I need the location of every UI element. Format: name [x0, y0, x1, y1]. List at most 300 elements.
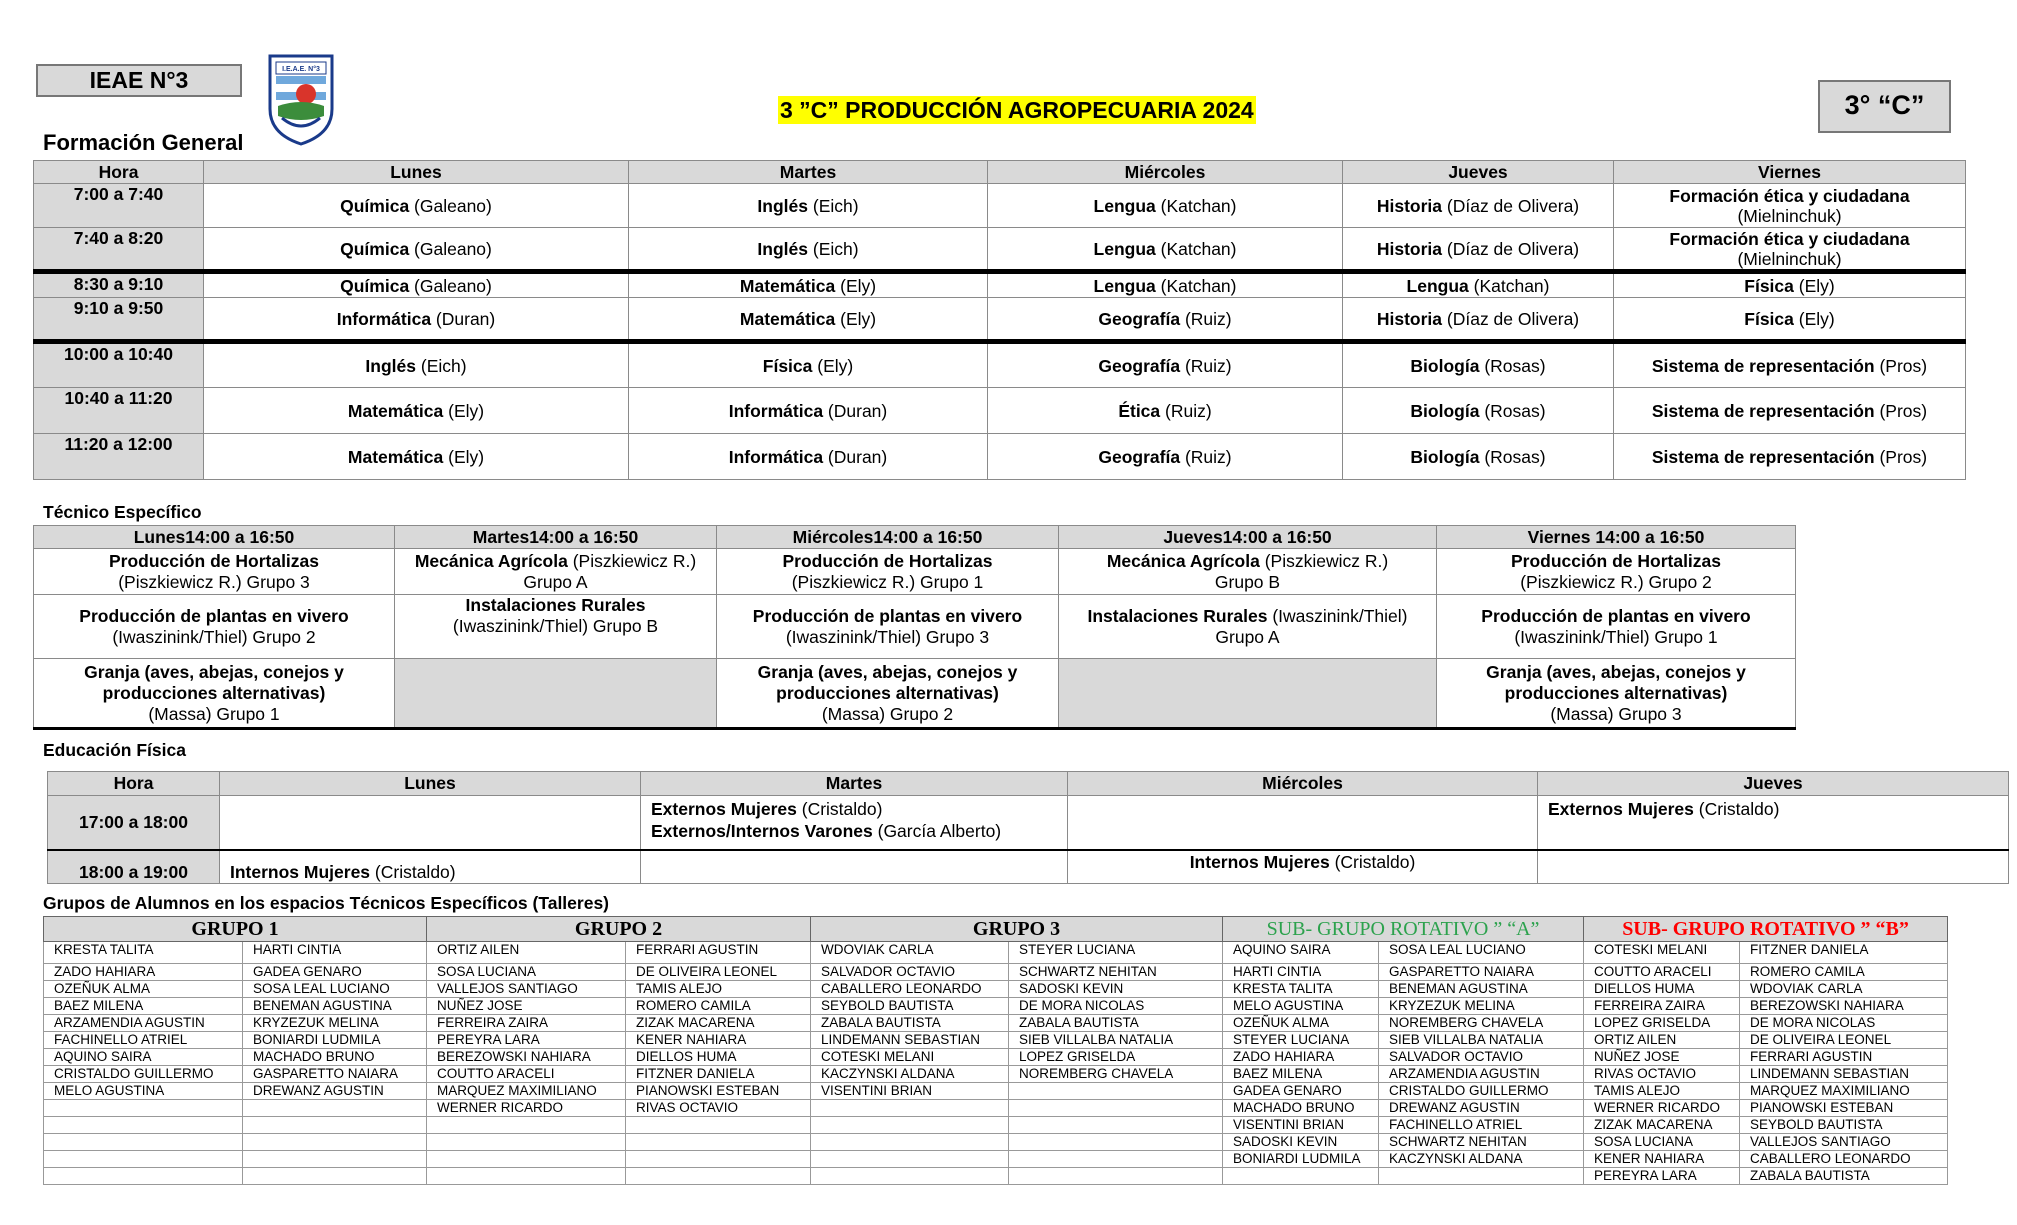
grade-box [1818, 80, 1951, 133]
column-header: Martes [641, 772, 1068, 796]
subject-name: Externos/Internos Varones [651, 821, 873, 841]
student-name: SIEB VILLALBA NATALIA [1009, 1032, 1223, 1049]
student-name [427, 1117, 626, 1134]
schedule-cell [1614, 228, 1966, 272]
student-name: OZEÑUK ALMA [44, 981, 243, 998]
student-name: KRESTA TALITA [1223, 981, 1379, 998]
student-name: FERREIRA ZAIRA [1584, 998, 1740, 1015]
workshop-cell [34, 549, 395, 595]
subject-name: Historia [1376, 238, 1443, 259]
student-name [811, 1117, 1009, 1134]
student-name [1009, 1168, 1223, 1185]
teacher-name: (Pros) [1874, 400, 1928, 421]
student-name [44, 1134, 243, 1151]
table-row [48, 796, 2009, 850]
subject-name: Ética [1118, 400, 1161, 421]
teacher-name: (Rosas) [1479, 446, 1546, 467]
time-cell: 8:30 a 9:10 [34, 272, 204, 298]
subject-name: Internos Mujeres [1189, 851, 1330, 872]
student-name [811, 1168, 1009, 1185]
schedule-cell [629, 388, 988, 434]
subject-name: Sistema de representación [1651, 355, 1875, 376]
student-name: AQUINO SAIRA [44, 1049, 243, 1066]
teacher-name: (Piszkiewicz R.) Grupo 3 [118, 571, 310, 592]
column-header: Viernes 14:00 a 16:50 [1437, 526, 1796, 549]
table-row [44, 1100, 1948, 1117]
teacher-name: (Massa) Grupo 1 [148, 703, 280, 724]
teacher-name: (Katchan) [1155, 195, 1237, 216]
student-name: KACZYNSKI ALDANA [1379, 1151, 1584, 1168]
schedule-cell [1068, 796, 1538, 850]
teacher-name: (Cristaldo) [1693, 799, 1780, 819]
student-name: SIEB VILLALBA NATALIA [1379, 1032, 1584, 1049]
student-name [44, 1168, 243, 1185]
student-name: MACHADO BRUNO [243, 1049, 427, 1066]
schedule-cell [988, 298, 1343, 342]
student-name: GASPARETTO NAIARA [1379, 964, 1584, 981]
student-name [243, 1117, 427, 1134]
student-name [427, 1168, 626, 1185]
student-name: GADEA GENARO [1223, 1083, 1379, 1100]
subject-name: Biología [1410, 400, 1480, 421]
student-name: FACHINELLO ATRIEL [1379, 1117, 1584, 1134]
student-name: BEREZOWSKI NAHIARA [427, 1049, 626, 1066]
schedule-cell [204, 184, 629, 228]
teacher-name: (Pros) [1874, 446, 1928, 467]
student-name: SADOSKI KEVIN [1009, 981, 1223, 998]
time-cell: 18:00 a 19:00 [48, 850, 220, 884]
teacher-name: (Ely) [1793, 308, 1835, 329]
schedule-cell [1614, 434, 1966, 480]
subgroup-b-label: SUB- GRUPO ROTATIVO ” “B” [1622, 917, 1909, 940]
teacher-name: (Katchan) [1155, 238, 1237, 259]
student-name: ARZAMENDIA AGUSTIN [44, 1015, 243, 1032]
student-name [626, 1117, 811, 1134]
student-name: SOSA LEAL LUCIANO [243, 981, 427, 998]
student-name: ZIZAK MACARENA [626, 1015, 811, 1032]
workshop-name: Producción de plantas en vivero [79, 605, 349, 626]
table-row [44, 1066, 1948, 1083]
student-name [243, 1151, 427, 1168]
student-name [811, 1134, 1009, 1151]
table-row [44, 1134, 1948, 1151]
time-cell: 11:20 a 12:00 [34, 434, 204, 480]
student-name: ZADO HAHIARA [1223, 1049, 1379, 1066]
student-name: NUÑEZ JOSE [427, 998, 626, 1015]
column-header: Martes [629, 161, 988, 184]
student-name: DE OLIVEIRA LEONEL [626, 964, 811, 981]
student-name: MELO AGUSTINA [1223, 998, 1379, 1015]
teacher-name: (Ely) [443, 400, 485, 421]
table-row [34, 659, 1796, 729]
column-header: Lunes [204, 161, 629, 184]
schedule-cell [1614, 342, 1966, 388]
teacher-name: (Ruiz) [1160, 400, 1212, 421]
student-name: PIANOWSKI ESTEBAN [626, 1083, 811, 1100]
teacher-name: (Iwaszinink/Thiel) Grupo 1 [1514, 626, 1718, 647]
student-name: SALVADOR OCTAVIO [811, 964, 1009, 981]
group-header [44, 917, 427, 942]
teacher-name: (Ely) [812, 355, 854, 376]
schedule-cell [1614, 272, 1966, 298]
subject-name: Química [340, 195, 410, 216]
student-name: SOSA LUCIANA [427, 964, 626, 981]
time-cell: 10:00 a 10:40 [34, 342, 204, 388]
schedule-cell [629, 434, 988, 480]
table-header-row [48, 772, 2009, 796]
student-name [626, 1151, 811, 1168]
workshop-name: Granja (aves, abejas, conejos y producciones alternativas) [84, 661, 344, 703]
schedule-cell [1614, 184, 1966, 228]
workshop-cell [395, 549, 717, 595]
tecnico-especifico-table [33, 525, 1796, 730]
student-name: TAMIS ALEJO [1584, 1083, 1740, 1100]
column-header: Miércoles14:00 a 16:50 [717, 526, 1059, 549]
teacher-name: (Eich) [808, 195, 859, 216]
student-name: NOREMBERG CHAVELA [1009, 1066, 1223, 1083]
student-name: DIELLOS HUMA [1584, 981, 1740, 998]
formacion-general-table [33, 160, 1966, 480]
subject-name: Sistema de representación [1651, 446, 1875, 467]
student-name: VALLEJOS SANTIAGO [427, 981, 626, 998]
teacher-name: (Cristaldo) [1329, 851, 1416, 872]
subject-name: Lengua [1093, 195, 1156, 216]
table-row [48, 850, 2009, 884]
group-header [1223, 917, 1584, 942]
teacher-name: (Galeano) [409, 275, 492, 296]
student-name: STEYER LUCIANA [1009, 942, 1223, 964]
student-name [427, 1134, 626, 1151]
table-header-row [44, 917, 1948, 942]
teacher-name: (Piszkiewicz R.) [567, 550, 697, 571]
teacher-name: (Díaz de Olivera) [1442, 238, 1580, 259]
teacher-name: (Iwaszinink/Thiel) [1267, 605, 1408, 626]
student-name: MELO AGUSTINA [44, 1083, 243, 1100]
student-name: SEYBOLD BAUTISTA [1740, 1117, 1948, 1134]
student-name: PIANOWSKI ESTEBAN [1740, 1100, 1948, 1117]
student-name: ZIZAK MACARENA [1584, 1117, 1740, 1134]
student-name: ROMERO CAMILA [626, 998, 811, 1015]
schedule-cell [1614, 298, 1966, 342]
time-cell: 7:40 a 8:20 [34, 228, 204, 272]
subject-name: Inglés [757, 195, 808, 216]
column-header: Miércoles [988, 161, 1343, 184]
group-2-label: GRUPO 2 [574, 917, 663, 940]
teacher-name: (Ely) [835, 308, 877, 329]
teacher-name: (Cristaldo) [796, 799, 883, 819]
schedule-cell [204, 388, 629, 434]
student-name: FITZNER DANIELA [626, 1066, 811, 1083]
student-name: STEYER LUCIANA [1223, 1032, 1379, 1049]
grupos-table [43, 916, 1948, 1185]
table-row [34, 434, 1966, 480]
student-name: HARTI CINTIA [1223, 964, 1379, 981]
student-name: BAEZ MILENA [1223, 1066, 1379, 1083]
teacher-name: (Duran) [431, 308, 496, 329]
subject-name: Externos Mujeres [651, 799, 797, 819]
section-tecnico-especifico: Técnico Específico [43, 502, 202, 522]
student-name: COTESKI MELANI [811, 1049, 1009, 1066]
workshop-name: Producción de plantas en vivero [1481, 605, 1751, 626]
subject-name: Informática [728, 400, 824, 421]
subject-name: Geografía [1098, 446, 1181, 467]
student-name: OZEÑUK ALMA [1223, 1015, 1379, 1032]
section-educacion-fisica: Educación Física [43, 740, 186, 760]
student-name: ZADO HAHIARA [44, 964, 243, 981]
student-name [1009, 1083, 1223, 1100]
workshop-cell [1437, 659, 1796, 729]
student-name: VISENTINI BRIAN [811, 1083, 1009, 1100]
student-name [811, 1151, 1009, 1168]
teacher-name: (Ely) [1793, 275, 1835, 296]
subject-name: Historia [1376, 195, 1443, 216]
workshop-cell [395, 595, 717, 659]
workshop-cell [1059, 549, 1437, 595]
student-name: DREWANZ AGUSTIN [243, 1083, 427, 1100]
teacher-name: (Rosas) [1479, 355, 1546, 376]
subject-name: Informática [728, 446, 824, 467]
student-name: MARQUEZ MAXIMILIANO [1740, 1083, 1948, 1100]
schedule-cell [629, 298, 988, 342]
group-header [811, 917, 1223, 942]
schedule-cell [1068, 850, 1538, 884]
student-name: BENEMAN AGUSTINA [1379, 981, 1584, 998]
table-row [34, 388, 1966, 434]
teacher-name: (Galeano) [409, 238, 492, 259]
student-name: COUTTO ARACELI [427, 1066, 626, 1083]
subject-name: Sistema de representación [1651, 400, 1875, 421]
student-name: CABALLERO LEONARDO [1740, 1151, 1948, 1168]
student-name [1009, 1100, 1223, 1117]
student-name [626, 1168, 811, 1185]
student-name: LOPEZ GRISELDA [1009, 1049, 1223, 1066]
student-name: SEYBOLD BAUTISTA [811, 998, 1009, 1015]
student-name: KRYZEZUK MELINA [243, 1015, 427, 1032]
student-name: PEREYRA LARA [427, 1032, 626, 1049]
workshop-name: Mecánica Agrícola [1106, 550, 1260, 571]
student-name: RIVAS OCTAVIO [1584, 1066, 1740, 1083]
teacher-name: (Massa) Grupo 3 [1550, 703, 1682, 724]
student-name: DE OLIVEIRA LEONEL [1740, 1032, 1948, 1049]
student-name: CRISTALDO GUILLERMO [44, 1066, 243, 1083]
student-name: BEREZOWSKI NAHIARA [1740, 998, 1948, 1015]
teacher-name: (Ruiz) [1180, 308, 1232, 329]
student-name: GASPARETTO NAIARA [243, 1066, 427, 1083]
workshop-cell [1437, 549, 1796, 595]
table-row [44, 1168, 1948, 1185]
student-name: SOSA LUCIANA [1584, 1134, 1740, 1151]
column-header: Jueves [1538, 772, 2009, 796]
schedule-cell [1343, 298, 1614, 342]
subject-name: Física [1744, 308, 1794, 329]
student-name [243, 1100, 427, 1117]
workshop-cell [717, 659, 1059, 729]
section-formacion-general: Formación General [43, 130, 244, 155]
student-name: SCHWARTZ NEHITAN [1379, 1134, 1584, 1151]
column-header: Jueves14:00 a 16:50 [1059, 526, 1437, 549]
student-name: MARQUEZ MAXIMILIANO [427, 1083, 626, 1100]
column-header: Lunes14:00 a 16:50 [34, 526, 395, 549]
table-row [44, 964, 1948, 981]
student-name: KRYZEZUK MELINA [1379, 998, 1584, 1015]
teacher-name: (Duran) [823, 446, 888, 467]
student-name: LOPEZ GRISELDA [1584, 1015, 1740, 1032]
workshop-name: Instalaciones Rurales [1087, 605, 1268, 626]
table-row [44, 998, 1948, 1015]
teacher-name: (Mielninchuk) [1737, 205, 1842, 226]
student-name: ZABALA BAUTISTA [811, 1015, 1009, 1032]
student-name: DREWANZ AGUSTIN [1379, 1100, 1584, 1117]
student-name: ZABALA BAUTISTA [1009, 1015, 1223, 1032]
schedule-cell [988, 388, 1343, 434]
table-row [44, 1083, 1948, 1100]
student-name [44, 1100, 243, 1117]
column-header: Jueves [1343, 161, 1614, 184]
grade-label: 3° “C” [1844, 90, 1925, 120]
teacher-name: (Ruiz) [1180, 446, 1232, 467]
teacher-name: (Eich) [808, 238, 859, 259]
student-name: DE MORA NICOLAS [1740, 1015, 1948, 1032]
student-name [243, 1134, 427, 1151]
student-name: GADEA GENARO [243, 964, 427, 981]
student-name: HARTI CINTIA [243, 942, 427, 964]
subject-name: Química [340, 238, 410, 259]
workshop-cell [34, 659, 395, 729]
workshop-cell [34, 595, 395, 659]
schedule-cell [629, 184, 988, 228]
time-cell: 9:10 a 9:50 [34, 298, 204, 342]
student-name: KENER NAHIARA [626, 1032, 811, 1049]
student-name: COTESKI MELANI [1584, 942, 1740, 964]
student-name: BAEZ MILENA [44, 998, 243, 1015]
subject-name: Lengua [1406, 275, 1469, 296]
subject-name: Historia [1376, 308, 1443, 329]
student-name: LINDEMANN SEBASTIAN [1740, 1066, 1948, 1083]
workshop-name: Granja (aves, abejas, conejos y producciones alternativas) [1486, 661, 1746, 703]
schedule-cell [988, 228, 1343, 272]
student-name [1009, 1151, 1223, 1168]
schedule-cell [629, 342, 988, 388]
school-name-box [36, 64, 242, 97]
teacher-name: (Galeano) [409, 195, 492, 216]
subject-name: Física [762, 355, 813, 376]
student-name: FERRARI AGUSTIN [626, 942, 811, 964]
subject-name: Biología [1410, 446, 1480, 467]
student-name: CABALLERO LEONARDO [811, 981, 1009, 998]
workshop-cell [1437, 595, 1796, 659]
logo-text: I.E.A.E. N°3 [282, 66, 320, 73]
group-label: Grupo A [1215, 626, 1280, 647]
student-name: COUTTO ARACELI [1584, 964, 1740, 981]
educacion-fisica-table [47, 771, 2009, 884]
table-row [44, 1117, 1948, 1134]
table-row [34, 272, 1966, 298]
schedule-cell [1343, 272, 1614, 298]
student-name [1223, 1168, 1379, 1185]
group-header [427, 917, 811, 942]
schedule-cell [1343, 388, 1614, 434]
column-header: Hora [34, 161, 204, 184]
schedule-cell [1343, 342, 1614, 388]
table-row [34, 228, 1966, 272]
subject-name: Biología [1410, 355, 1480, 376]
student-name: FACHINELLO ATRIEL [44, 1032, 243, 1049]
school-logo-icon [268, 54, 334, 146]
teacher-name: (Piszkiewicz R.) Grupo 1 [791, 571, 984, 592]
student-name: WDOVIAK CARLA [1740, 981, 1948, 998]
teacher-name: (Piszkiewicz R.) Grupo 2 [1520, 571, 1712, 592]
teacher-name: (Eich) [416, 355, 467, 376]
student-name: ORTIZ AILEN [1584, 1032, 1740, 1049]
subject-name: Matemática [347, 446, 444, 467]
teacher-name: (Ely) [443, 446, 485, 467]
student-name: FERRARI AGUSTIN [1740, 1049, 1948, 1066]
student-name: FERREIRA ZAIRA [427, 1015, 626, 1032]
table-row [44, 1015, 1948, 1032]
schedule-cell [1538, 850, 2009, 884]
teacher-name: (Díaz de Olivera) [1442, 308, 1580, 329]
teacher-name: (Rosas) [1479, 400, 1546, 421]
student-name [44, 1117, 243, 1134]
table-row [34, 595, 1796, 659]
student-name: KENER NAHIARA [1584, 1151, 1740, 1168]
teacher-name: (Iwaszinink/Thiel) Grupo 3 [785, 626, 990, 647]
student-name: ORTIZ AILEN [427, 942, 626, 964]
teacher-name: (Ely) [835, 275, 877, 296]
student-name [1009, 1134, 1223, 1151]
workshop-name: Producción de Hortalizas [108, 550, 320, 571]
teacher-name: (Pros) [1874, 355, 1928, 376]
teacher-name: (Katchan) [1468, 275, 1550, 296]
subgroup-a-label: SUB- GRUPO ROTATIVO ” “A” [1266, 917, 1540, 940]
table-row [44, 1049, 1948, 1066]
workshop-name: Mecánica Agrícola [414, 550, 568, 571]
workshop-cell [1059, 659, 1437, 729]
workshop-name: Producción de Hortalizas [1510, 550, 1722, 571]
student-name: BONIARDI LUDMILA [1223, 1151, 1379, 1168]
student-name: CRISTALDO GUILLERMO [1379, 1083, 1584, 1100]
student-name: BONIARDI LUDMILA [243, 1032, 427, 1049]
schedule-cell [629, 228, 988, 272]
schedule-cell [220, 850, 641, 884]
workshop-name: Instalaciones Rurales [465, 595, 646, 615]
group-header [1584, 917, 1948, 942]
column-header: Hora [48, 772, 220, 796]
student-name [427, 1151, 626, 1168]
column-header: Viernes [1614, 161, 1966, 184]
time-cell: 17:00 a 18:00 [48, 796, 220, 850]
time-cell: 10:40 a 11:20 [34, 388, 204, 434]
subject-name: Internos Mujeres [230, 862, 371, 882]
student-name: RIVAS OCTAVIO [626, 1100, 811, 1117]
student-name: NUÑEZ JOSE [1584, 1049, 1740, 1066]
teacher-name: (Duran) [823, 400, 888, 421]
subject-name: Matemática [739, 275, 836, 296]
student-name: DIELLOS HUMA [626, 1049, 811, 1066]
column-header: Lunes [220, 772, 641, 796]
schedule-cell [1343, 434, 1614, 480]
student-name: WERNER RICARDO [427, 1100, 626, 1117]
table-row [44, 981, 1948, 998]
student-name: ZABALA BAUTISTA [1740, 1168, 1948, 1185]
student-name: NOREMBERG CHAVELA [1379, 1015, 1584, 1032]
school-name: IEAE N°3 [89, 67, 189, 93]
schedule-cell [204, 342, 629, 388]
table-row [44, 942, 1948, 964]
workshop-cell [717, 595, 1059, 659]
teacher-name: (Ruiz) [1180, 355, 1232, 376]
student-name [1009, 1117, 1223, 1134]
